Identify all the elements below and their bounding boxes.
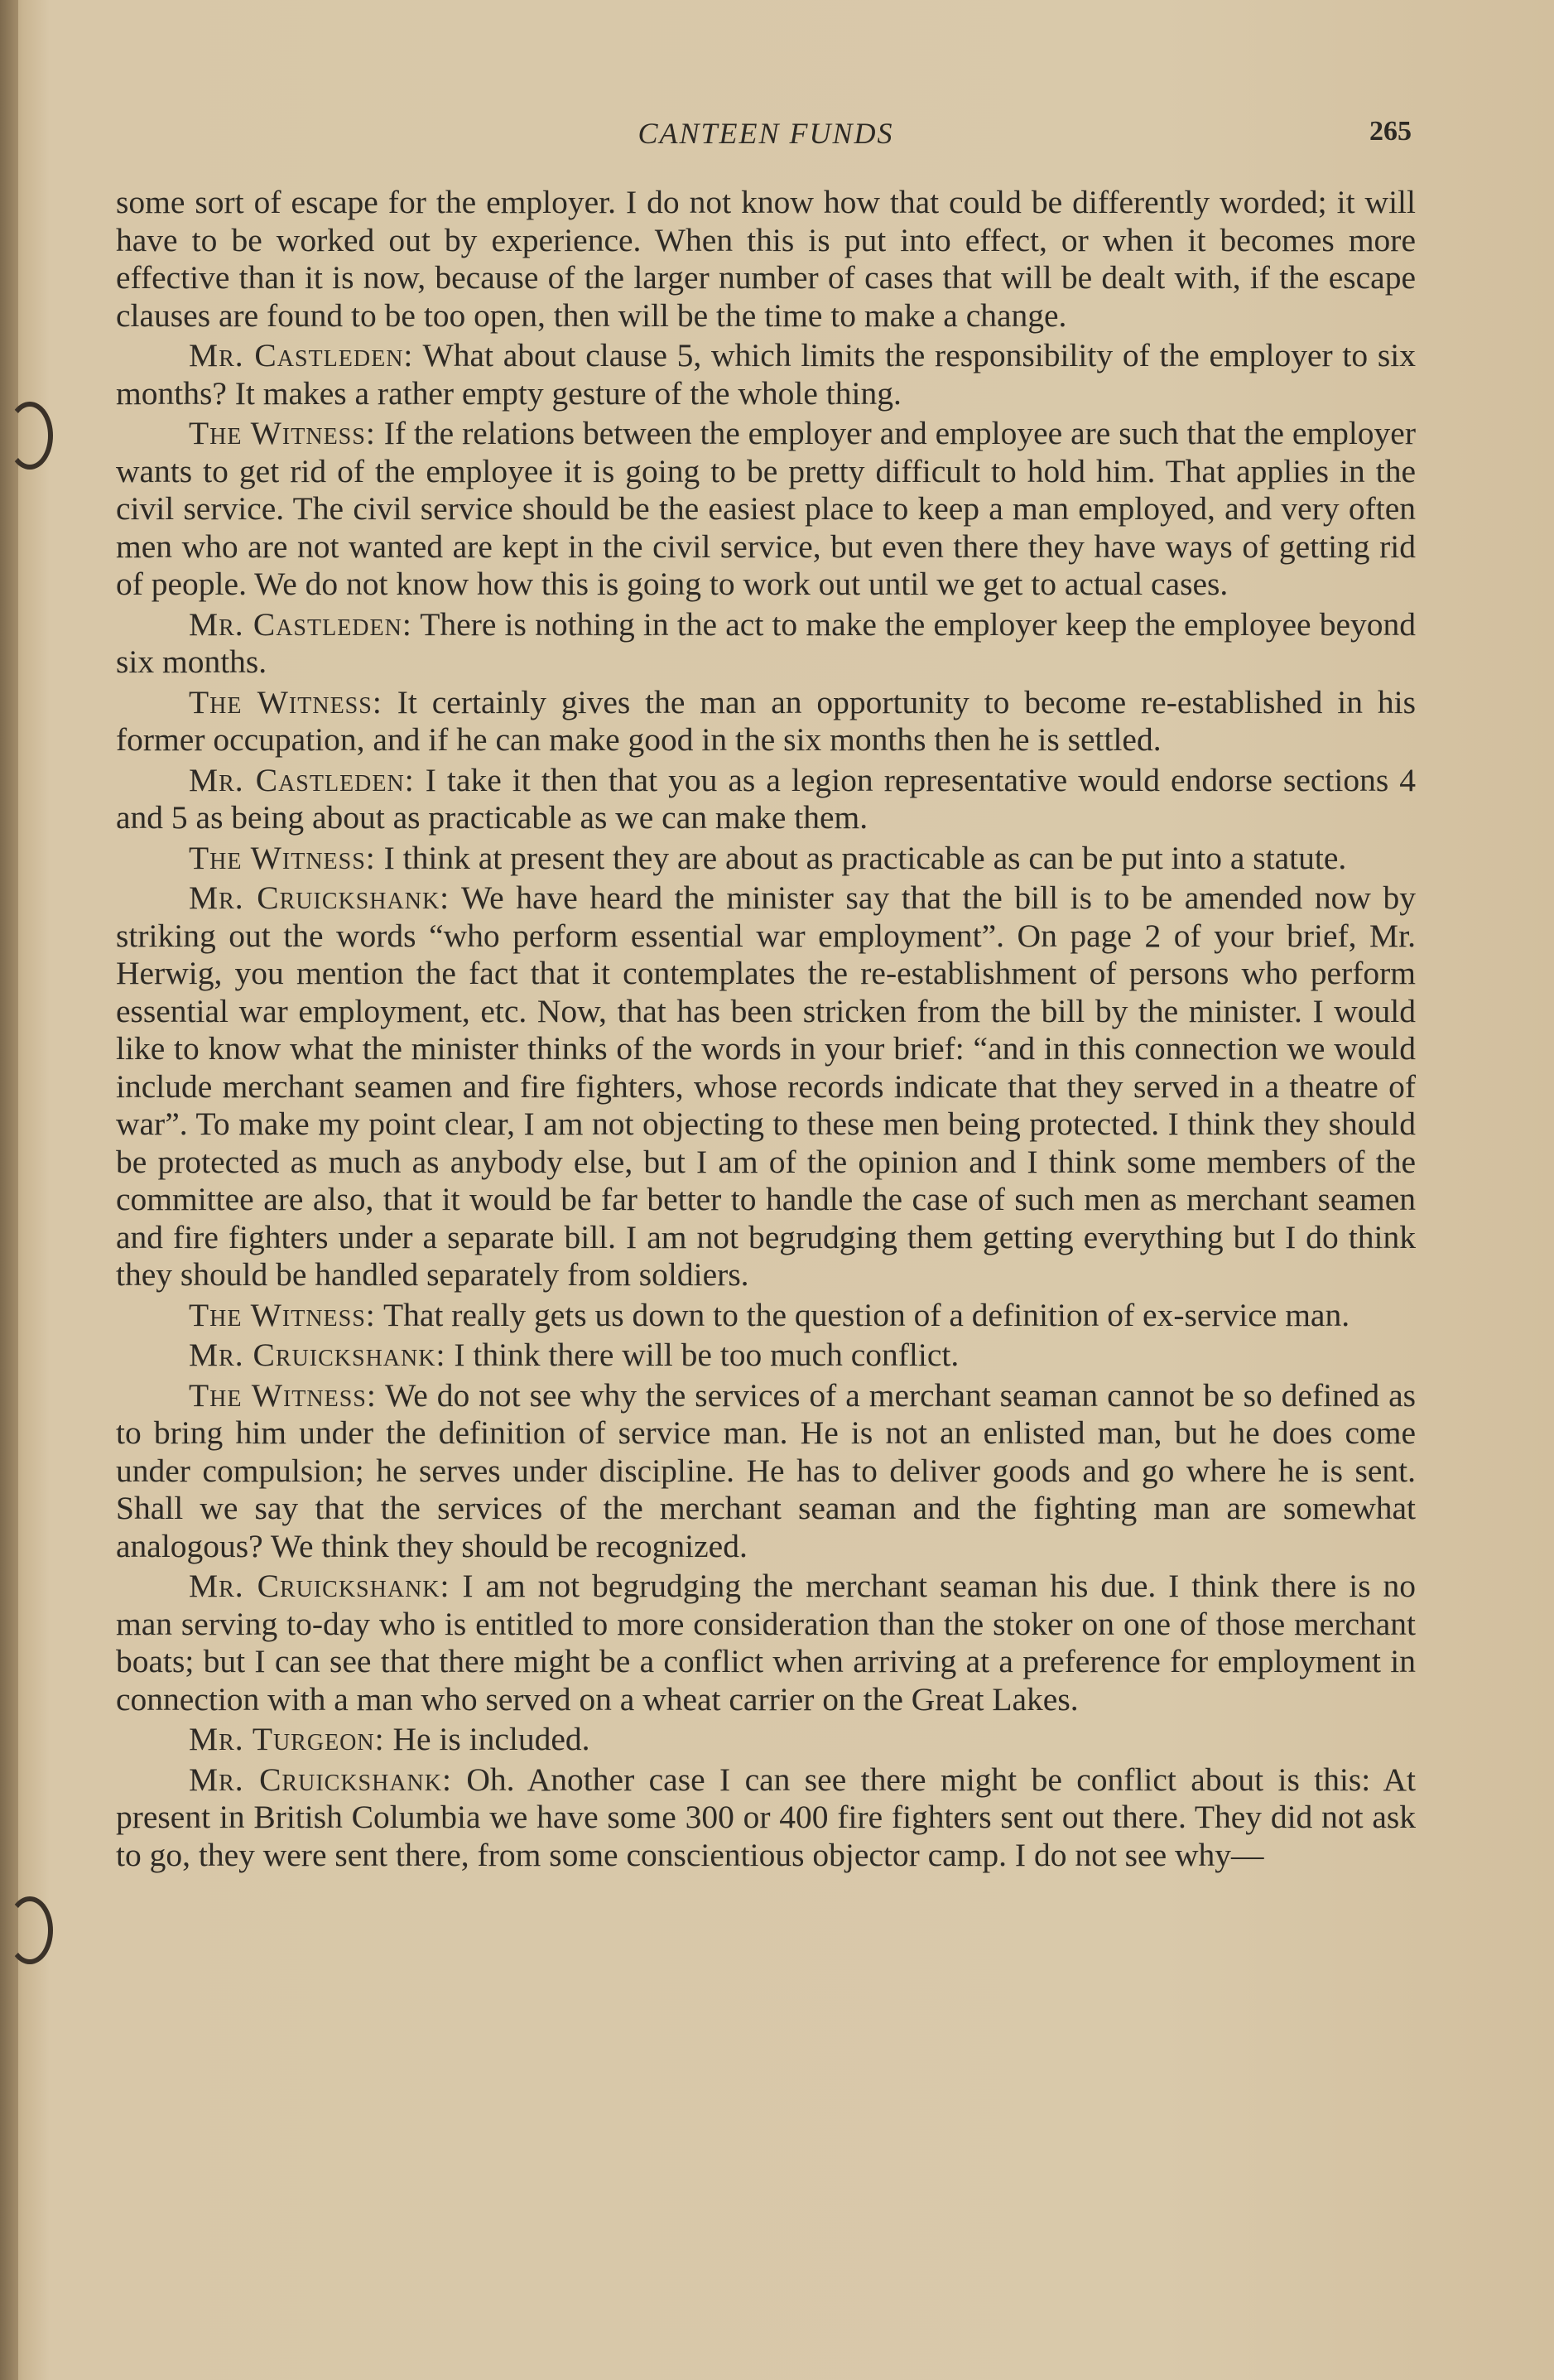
paragraph-text: Oh. Another case I can see there might be conflict about is this: At present in British Columbia we have some 300 or 400 fire fighters sent out there. They did not ask to go, they were sent there, from some conscientious objector camp. I do not see why— (116, 1761, 1416, 1873)
paragraph-text: He is included. (392, 1721, 590, 1757)
paragraph (116, 1297, 1416, 1335)
paragraph (116, 1721, 1416, 1759)
speaker-name: Mr. Cruickshank: (189, 1337, 446, 1373)
paragraph (116, 762, 1416, 837)
speaker-name: Mr. Castleden: (189, 761, 415, 798)
binding-hole-icon (7, 402, 53, 470)
paragraph-text: I think at present they are about as practicable as can be put into a statute. (383, 839, 1347, 876)
binding-hole-icon (7, 1896, 53, 1964)
body-text (116, 184, 1416, 1877)
paragraph-text: There is nothing in the act to make the employer keep the employee beyond six months. (116, 605, 1416, 680)
speaker-name: Mr. Castleden: (189, 605, 412, 643)
paragraph (116, 415, 1416, 604)
paragraph-text: What about clause 5, which limits the responsibility of the employer to six months? It makes a rather empty gesture of the whole thing. (116, 337, 1416, 412)
paragraph (116, 684, 1416, 759)
speaker-name: The Witness: (189, 1296, 376, 1333)
paragraph-text: It certainly gives the man an opportunity to become re-established in his former occupation, and if he can make good in the six months then he is settled. (116, 683, 1416, 758)
paragraph-text: That really gets us down to the question of a definition of ex-service man. (382, 1296, 1350, 1333)
speaker-name: Mr. Cruickshank: (189, 879, 450, 916)
paragraph-text: We do not see why the services of a merchant seaman cannot be so defined as to bring him under the definition of service man. He is not an enlisted man, but he does come under compulsion; he serves under discipline. He has to deliver goods and go where he is sent. Shall we say that the services of the merchant seaman and the fighting man are somewhat analogous? We think they should be recognized. (116, 1376, 1416, 1564)
paragraph (116, 184, 1416, 335)
paragraph-text: I am not begrudging the merchant seaman his due. I think there is no man serving to-day who is entitled to more consideration than the stoker on one of those merchant boats; but I can see that there might be a conflict when arriving at a preference for employment in connection with a man who served on a wheat carrier on the Great Lakes. (116, 1568, 1416, 1718)
speaker-name: The Witness: (189, 415, 376, 451)
paragraph (116, 879, 1416, 1294)
page-number: 265 (1369, 116, 1412, 147)
speaker-name: Mr. Cruickshank: (189, 1568, 450, 1604)
paragraph (116, 840, 1416, 878)
paragraph-text: If the relations between the employer and employee are such that the employer wants to get rid of the employee it is going to be pretty difficult to hold him. That applies in the civil service. The civil service should be the easiest place to keep a man employed, and very often men who are not wanted are kept in the civil service, but even there they have ways of getting rid of people. We do not know how this is going to work out until we get to actual cases. (116, 415, 1416, 602)
paragraph (116, 1761, 1416, 1875)
paragraph (116, 1568, 1416, 1718)
paragraph-text: some sort of escape for the employer. I do not know how that could be differently worded; it will have to be worked out by experience. When this is put into effect, or when it becomes more effective than it is now, because of the larger number of cases that will be dealt with, if the escape clauses are found to be too open, then will be the time to make a change. (116, 184, 1416, 334)
speaker-name: Mr. Castleden: (189, 337, 414, 373)
speaker-name: The Witness: (189, 1376, 377, 1414)
paragraph-text: I take it then that you as a legion representative would endorse sections 4 and 5 as being about as practicable as we can make them. (116, 761, 1416, 836)
running-head (120, 116, 1412, 154)
running-head-title: CANTEEN FUNDS (637, 117, 894, 150)
paragraph (116, 606, 1416, 682)
paragraph (116, 1337, 1416, 1375)
paragraph-text: We have heard the minister say that the bill is to be amended now by striking out the words “who perform essential war employment”. On page 2 of your brief, Mr. Herwig, you mention the fact that it contemplates the re-establishment of persons who perform essential war employment, etc. Now, that has been stricken from the bill by the minister. I would like to know what the minister thinks of the words in your brief: “and in this connection we would include merchant seamen and fire fighters, whose records indicate that they served in a theatre of war”. To make my point clear, I am not objecting to these men being protected. I think they should be protected as much as anybody else, but I am of the opinion and I think some members of the committee are also, that it would be far better to handle the case of such men as merchant seamen and fire fighters under a separate bill. I am not begrudging them getting everything but I do think they should be handled separately from soldiers. (116, 879, 1416, 1293)
paragraph (116, 1377, 1416, 1566)
speaker-name: The Witness: (189, 839, 376, 876)
speaker-name: Mr. Cruickshank: (189, 1761, 452, 1798)
binding-edge (0, 0, 18, 2380)
speaker-name: The Witness: (189, 683, 382, 720)
paragraph-text: I think there will be too much conflict. (454, 1337, 960, 1373)
speaker-name: Mr. Turgeon: (189, 1721, 385, 1757)
paragraph (116, 337, 1416, 412)
